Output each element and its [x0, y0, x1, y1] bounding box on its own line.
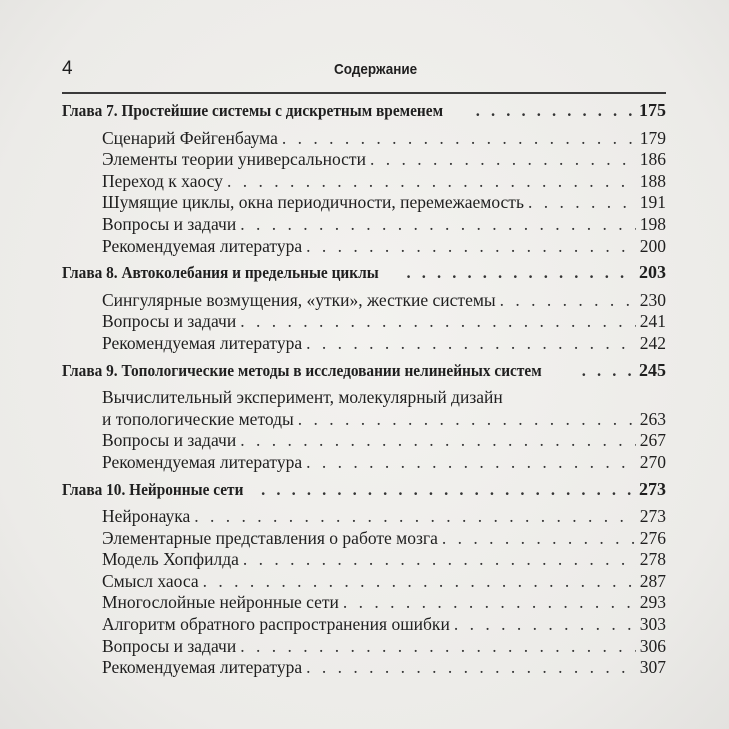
toc-section-entry	[62, 409, 666, 431]
toc-section-entry	[62, 333, 666, 355]
entry-title: Глава 8. Автоколебания и предельные циклы	[62, 263, 379, 283]
toc-section-entry	[62, 528, 666, 550]
entry-title: Шумящие циклы, окна периодичности, перемежаемость	[102, 192, 524, 213]
entry-title: Сценарий Фейгенбаума	[102, 127, 278, 148]
toc-section-entry	[62, 592, 666, 614]
entry-page-number: 267	[639, 430, 666, 451]
running-title: Содержание	[334, 61, 418, 78]
dot-leader	[261, 479, 635, 501]
toc-section-entry	[62, 192, 666, 214]
entry-title: Алгоритм обратного распространения ошибки	[102, 614, 450, 635]
toc-chapter-entry	[62, 262, 666, 284]
entry-page-number: 273	[639, 506, 666, 527]
entry-page-number: 242	[639, 332, 666, 353]
entry-page-number: 241	[639, 311, 666, 332]
toc-section-entry	[62, 214, 666, 236]
entry-title: Нейронаука	[102, 506, 191, 527]
entry-page-number: 263	[639, 408, 666, 429]
dot-leader	[454, 614, 636, 636]
entry-page-number: 293	[639, 592, 666, 613]
entry-page-number: 273	[639, 478, 666, 499]
entry-page-number: 270	[639, 451, 666, 472]
running-header	[62, 58, 666, 90]
toc-section-entry	[62, 452, 666, 474]
toc-section-entry	[62, 549, 666, 571]
dot-leader	[298, 409, 636, 431]
entry-page-number: 198	[639, 213, 666, 234]
dot-leader	[240, 311, 636, 333]
toc-section-entry	[62, 128, 666, 150]
dot-leader	[582, 360, 635, 382]
dot-leader	[343, 592, 636, 614]
dot-leader	[306, 657, 636, 679]
toc-section-entry	[62, 657, 666, 679]
entry-page-number: 203	[639, 262, 666, 283]
entry-page-number: 200	[639, 235, 666, 256]
entry-page-number: 188	[639, 170, 666, 191]
toc-section-entry	[62, 290, 666, 312]
entry-title: и топологические методы	[102, 408, 294, 429]
toc-section-entry	[62, 571, 666, 593]
dot-leader	[500, 290, 636, 312]
dot-leader	[476, 100, 635, 122]
entry-title: Модель Хопфилда	[102, 549, 239, 570]
toc-section-entry	[62, 506, 666, 528]
toc-section-entry	[62, 614, 666, 636]
toc-section-entry	[62, 149, 666, 171]
entry-title: Вопросы и задачи	[102, 635, 237, 656]
entry-title: Рекомендуемая литература	[102, 235, 303, 256]
entry-page-number: 175	[639, 100, 666, 120]
dot-leader	[240, 636, 636, 658]
entry-page-number: 307	[639, 657, 666, 678]
entry-title: Рекомендуемая литература	[102, 332, 303, 353]
entry-title: Многослойные нейронные сети	[102, 592, 339, 613]
header-rule	[62, 92, 666, 94]
entry-page-number: 186	[639, 149, 666, 170]
dot-leader	[442, 528, 636, 550]
dot-leader	[194, 506, 635, 528]
dot-leader	[370, 149, 636, 171]
entry-title: Элементы теории универсальности	[102, 149, 366, 170]
entry-page-number: 245	[639, 359, 666, 380]
entry-title: Вопросы и задачи	[102, 311, 237, 332]
toc-section-entry	[62, 171, 666, 193]
toc-chapter-entry	[62, 479, 666, 501]
entry-title: Элементарные представления о работе мозга	[102, 527, 438, 548]
entry-page-number: 278	[639, 549, 666, 570]
dot-leader	[203, 571, 636, 593]
entry-page-number: 303	[639, 614, 666, 635]
entry-title: Вопросы и задачи	[102, 213, 237, 234]
toc-section-entry	[62, 236, 666, 258]
entry-title: Переход к хаосу	[102, 170, 223, 191]
entry-title: Глава 7. Простейшие системы с дискретным временем	[62, 101, 444, 120]
entry-title: Вопросы и задачи	[102, 430, 237, 451]
table-of-contents	[62, 100, 666, 679]
dot-leader	[306, 452, 636, 474]
entry-title: Вычислительный эксперимент, молекулярный дизайн	[102, 387, 503, 408]
dot-leader	[528, 192, 636, 214]
entry-title: Рекомендуемая литература	[102, 451, 303, 472]
dot-leader	[306, 236, 636, 258]
entry-page-number: 287	[639, 570, 666, 591]
dot-leader	[282, 128, 636, 150]
entry-title: Смысл хаоса	[102, 570, 199, 591]
dot-leader	[243, 549, 636, 571]
toc-chapter-entry	[62, 360, 666, 382]
dot-leader	[407, 262, 635, 284]
toc-section-entry	[62, 311, 666, 333]
toc-section-entry	[62, 430, 666, 452]
entry-page-number: 191	[639, 192, 666, 213]
dot-leader	[227, 171, 636, 193]
entry-title: Глава 9. Топологические методы в исследовании нелинейных систем	[62, 360, 542, 380]
toc-section-entry	[62, 636, 666, 658]
entry-title: Глава 10. Нейронные сети	[62, 479, 244, 499]
dot-leader	[240, 430, 636, 452]
toc-chapter-entry	[62, 100, 666, 122]
dot-leader	[306, 333, 636, 355]
dot-leader	[240, 214, 636, 236]
entry-page-number: 276	[639, 527, 666, 548]
entry-page-number: 230	[639, 289, 666, 310]
entry-page-number: 179	[639, 127, 666, 148]
entry-page-number: 306	[639, 635, 666, 656]
page-number: 4	[62, 58, 73, 79]
entry-title: Сингулярные возмущения, «утки», жесткие системы	[102, 289, 496, 310]
entry-title: Рекомендуемая литература	[102, 657, 303, 678]
toc-section-entry	[62, 387, 666, 409]
